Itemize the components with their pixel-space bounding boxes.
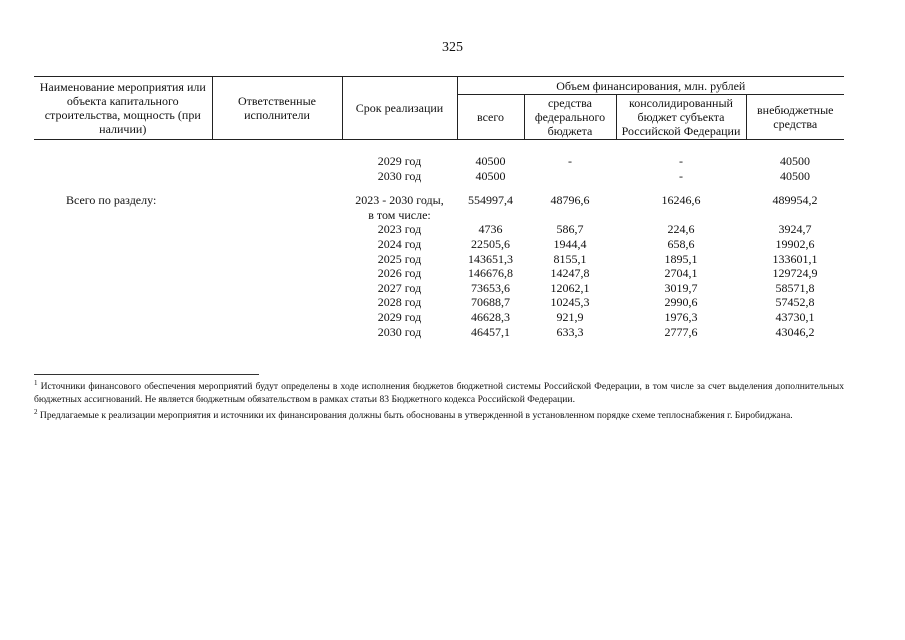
total-cell: 70688,7 (471, 295, 510, 310)
regional-cell: 16246,6 (661, 193, 701, 208)
total-cell: 143651,3 (468, 251, 513, 266)
extrabudget-cell: 19902,6 (775, 236, 815, 251)
period-cell: 2029 год (377, 154, 422, 168)
footnote-1 (34, 377, 844, 406)
extrabudget-cell: 58571,8 (775, 280, 815, 295)
regional-cell: 1976,3 (664, 309, 698, 324)
extrabudget-cell: 489954,2 (772, 193, 818, 208)
federal-cell: - (568, 154, 572, 168)
table-row (34, 310, 844, 325)
period-cell: 2030 год (377, 168, 422, 183)
total-cell: 46628,3 (471, 309, 510, 324)
extrabudget-cell: 43730,1 (775, 309, 815, 324)
total-cell: 554997,4 (468, 193, 513, 208)
funding-table (34, 76, 844, 339)
header-name: Наименование мероприятия или объекта капитального строительства, мощность (при наличии) (34, 77, 212, 140)
total-cell: 73653,6 (471, 280, 510, 295)
period-cell: 2030 год (377, 324, 422, 339)
total-cell: 146676,8 (468, 266, 513, 281)
header-extrabudget: внебюджетные средства (746, 95, 844, 140)
header-period: Срок реализации (342, 77, 457, 140)
regional-cell: 2704,1 (664, 266, 698, 281)
period-cell: 2027 год (377, 280, 422, 295)
period-cell: 2029 год (377, 309, 422, 324)
table-row (34, 154, 844, 169)
section-total-row (34, 193, 844, 208)
header-total: всего (457, 95, 524, 140)
regional-cell: 2777,6 (664, 324, 698, 339)
period-cell: 2028 год (377, 295, 422, 310)
regional-cell: 2990,6 (664, 295, 698, 310)
extrabudget-cell: 129724,9 (772, 266, 818, 281)
federal-cell (524, 169, 616, 184)
regional-cell: 1895,1 (664, 251, 698, 266)
extrabudget-cell: 40500 (780, 168, 810, 183)
footnote-text: Предлагаемые к реализации мероприятия и источники их финансирования должны быть обоснованы в утвержденной в установленном порядке схеме теплоснабжения г. Биробиджана. (39, 410, 793, 422)
table-row (34, 169, 844, 184)
footnote-2 (34, 406, 844, 423)
table-row (34, 325, 844, 340)
regional-cell: 658,6 (667, 236, 695, 251)
table-row (34, 222, 844, 237)
federal-cell: 14247,8 (550, 266, 590, 281)
extrabudget-cell: 3924,7 (778, 222, 812, 237)
extrabudget-cell: 133601,1 (772, 251, 818, 266)
total-cell: 4736 (478, 222, 503, 237)
period-cell: 2026 год (377, 266, 422, 281)
federal-cell: 48796,6 (550, 193, 590, 208)
period-cell: 2023 - 2030 годы, (355, 193, 444, 208)
total-cell: 40500 (475, 154, 506, 168)
page-number: 325 (442, 40, 463, 55)
federal-cell: 921,9 (556, 309, 584, 324)
footnote-mark: 1 (34, 379, 38, 387)
footnote-rule (34, 374, 259, 375)
header-regional: консолидированный бюджет субъекта Российской Федерации (616, 95, 746, 140)
regional-cell: 3019,7 (664, 280, 698, 295)
table-row (34, 237, 844, 252)
total-cell: 40500 (475, 168, 506, 183)
regional-cell: 224,6 (667, 222, 695, 237)
period-cell: 2023 год (377, 222, 422, 237)
federal-cell: 10245,3 (550, 295, 590, 310)
footnote-text: Источники финансового обеспечения мероприятий будут определены в ходе исполнения бюджетов бюджетной системы Российской Федерации, в том числе за счет выделения дополнительных бюджетных ассигнований. Не является бюджетным обязательством в рамках статьи 83 Бюджетного кодекса Российской Федерации. (34, 381, 844, 405)
regional-cell: - (679, 154, 683, 168)
federal-cell: 633,3 (556, 324, 584, 339)
federal-cell: 8155,1 (553, 251, 587, 266)
federal-cell: 586,7 (556, 222, 584, 237)
period-note: в том числе: (368, 207, 431, 222)
table-row (34, 266, 844, 281)
period-cell: 2024 год (377, 236, 422, 251)
federal-cell: 12062,1 (550, 280, 590, 295)
table-row (34, 281, 844, 296)
footnotes (34, 374, 844, 423)
period-cell: 2025 год (377, 251, 422, 266)
table-row (34, 252, 844, 267)
section-total-label: Всего по разделу: (66, 193, 157, 208)
header-responsible: Ответственные исполнители (212, 77, 342, 140)
section-note-row (34, 208, 844, 223)
regional-cell: - (679, 168, 683, 183)
table-row (34, 295, 844, 310)
extrabudget-cell: 57452,8 (775, 295, 815, 310)
footnote-mark: 2 (34, 408, 38, 417)
total-cell: 46457,1 (471, 324, 510, 339)
header-federal: средства федерального бюджета (524, 95, 616, 140)
extrabudget-cell: 43046,2 (775, 324, 815, 339)
federal-cell: 1944,4 (553, 236, 587, 251)
header-funding-group: Объем финансирования, млн. рублей (457, 77, 844, 95)
extrabudget-cell: 40500 (780, 154, 810, 168)
total-cell: 22505,6 (471, 236, 510, 251)
